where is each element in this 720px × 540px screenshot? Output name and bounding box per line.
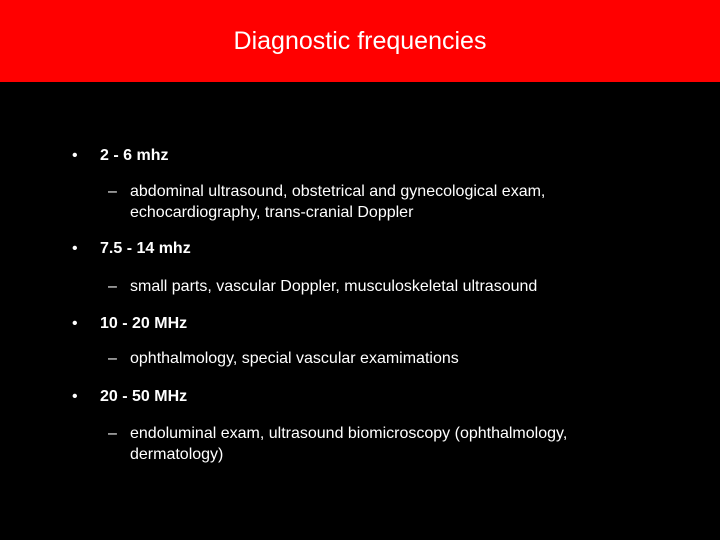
dash-4: – xyxy=(108,425,117,442)
slide-title: Diagnostic frequencies xyxy=(233,27,487,55)
application-list-3: ophthalmology, special vascular examimations xyxy=(130,350,459,367)
dash-2: – xyxy=(108,278,117,295)
bullet-1: • xyxy=(72,147,78,164)
frequency-range-3: 10 - 20 MHz xyxy=(100,315,188,332)
frequency-range-4: 20 - 50 MHz xyxy=(100,388,188,405)
dash-3: – xyxy=(108,350,117,367)
bullet-4: • xyxy=(72,388,78,405)
bullet-2: • xyxy=(72,240,78,257)
application-list-2: small parts, vascular Doppler, musculoskeletal ultrasound xyxy=(130,278,538,295)
application-list-1: abdominal ultrasound, obstetrical and gynecological exam, echocardiography, trans-cranial Doppler xyxy=(130,183,546,221)
frequency-range-1: 2 - 6 mhz xyxy=(100,147,169,164)
bullet-3: • xyxy=(72,315,78,332)
application-list-4: endoluminal exam, ultrasound biomicroscopy (ophthalmology, dermatology) xyxy=(130,425,568,463)
frequency-range-2: 7.5 - 14 mhz xyxy=(100,240,191,257)
dash-1: – xyxy=(108,183,117,200)
